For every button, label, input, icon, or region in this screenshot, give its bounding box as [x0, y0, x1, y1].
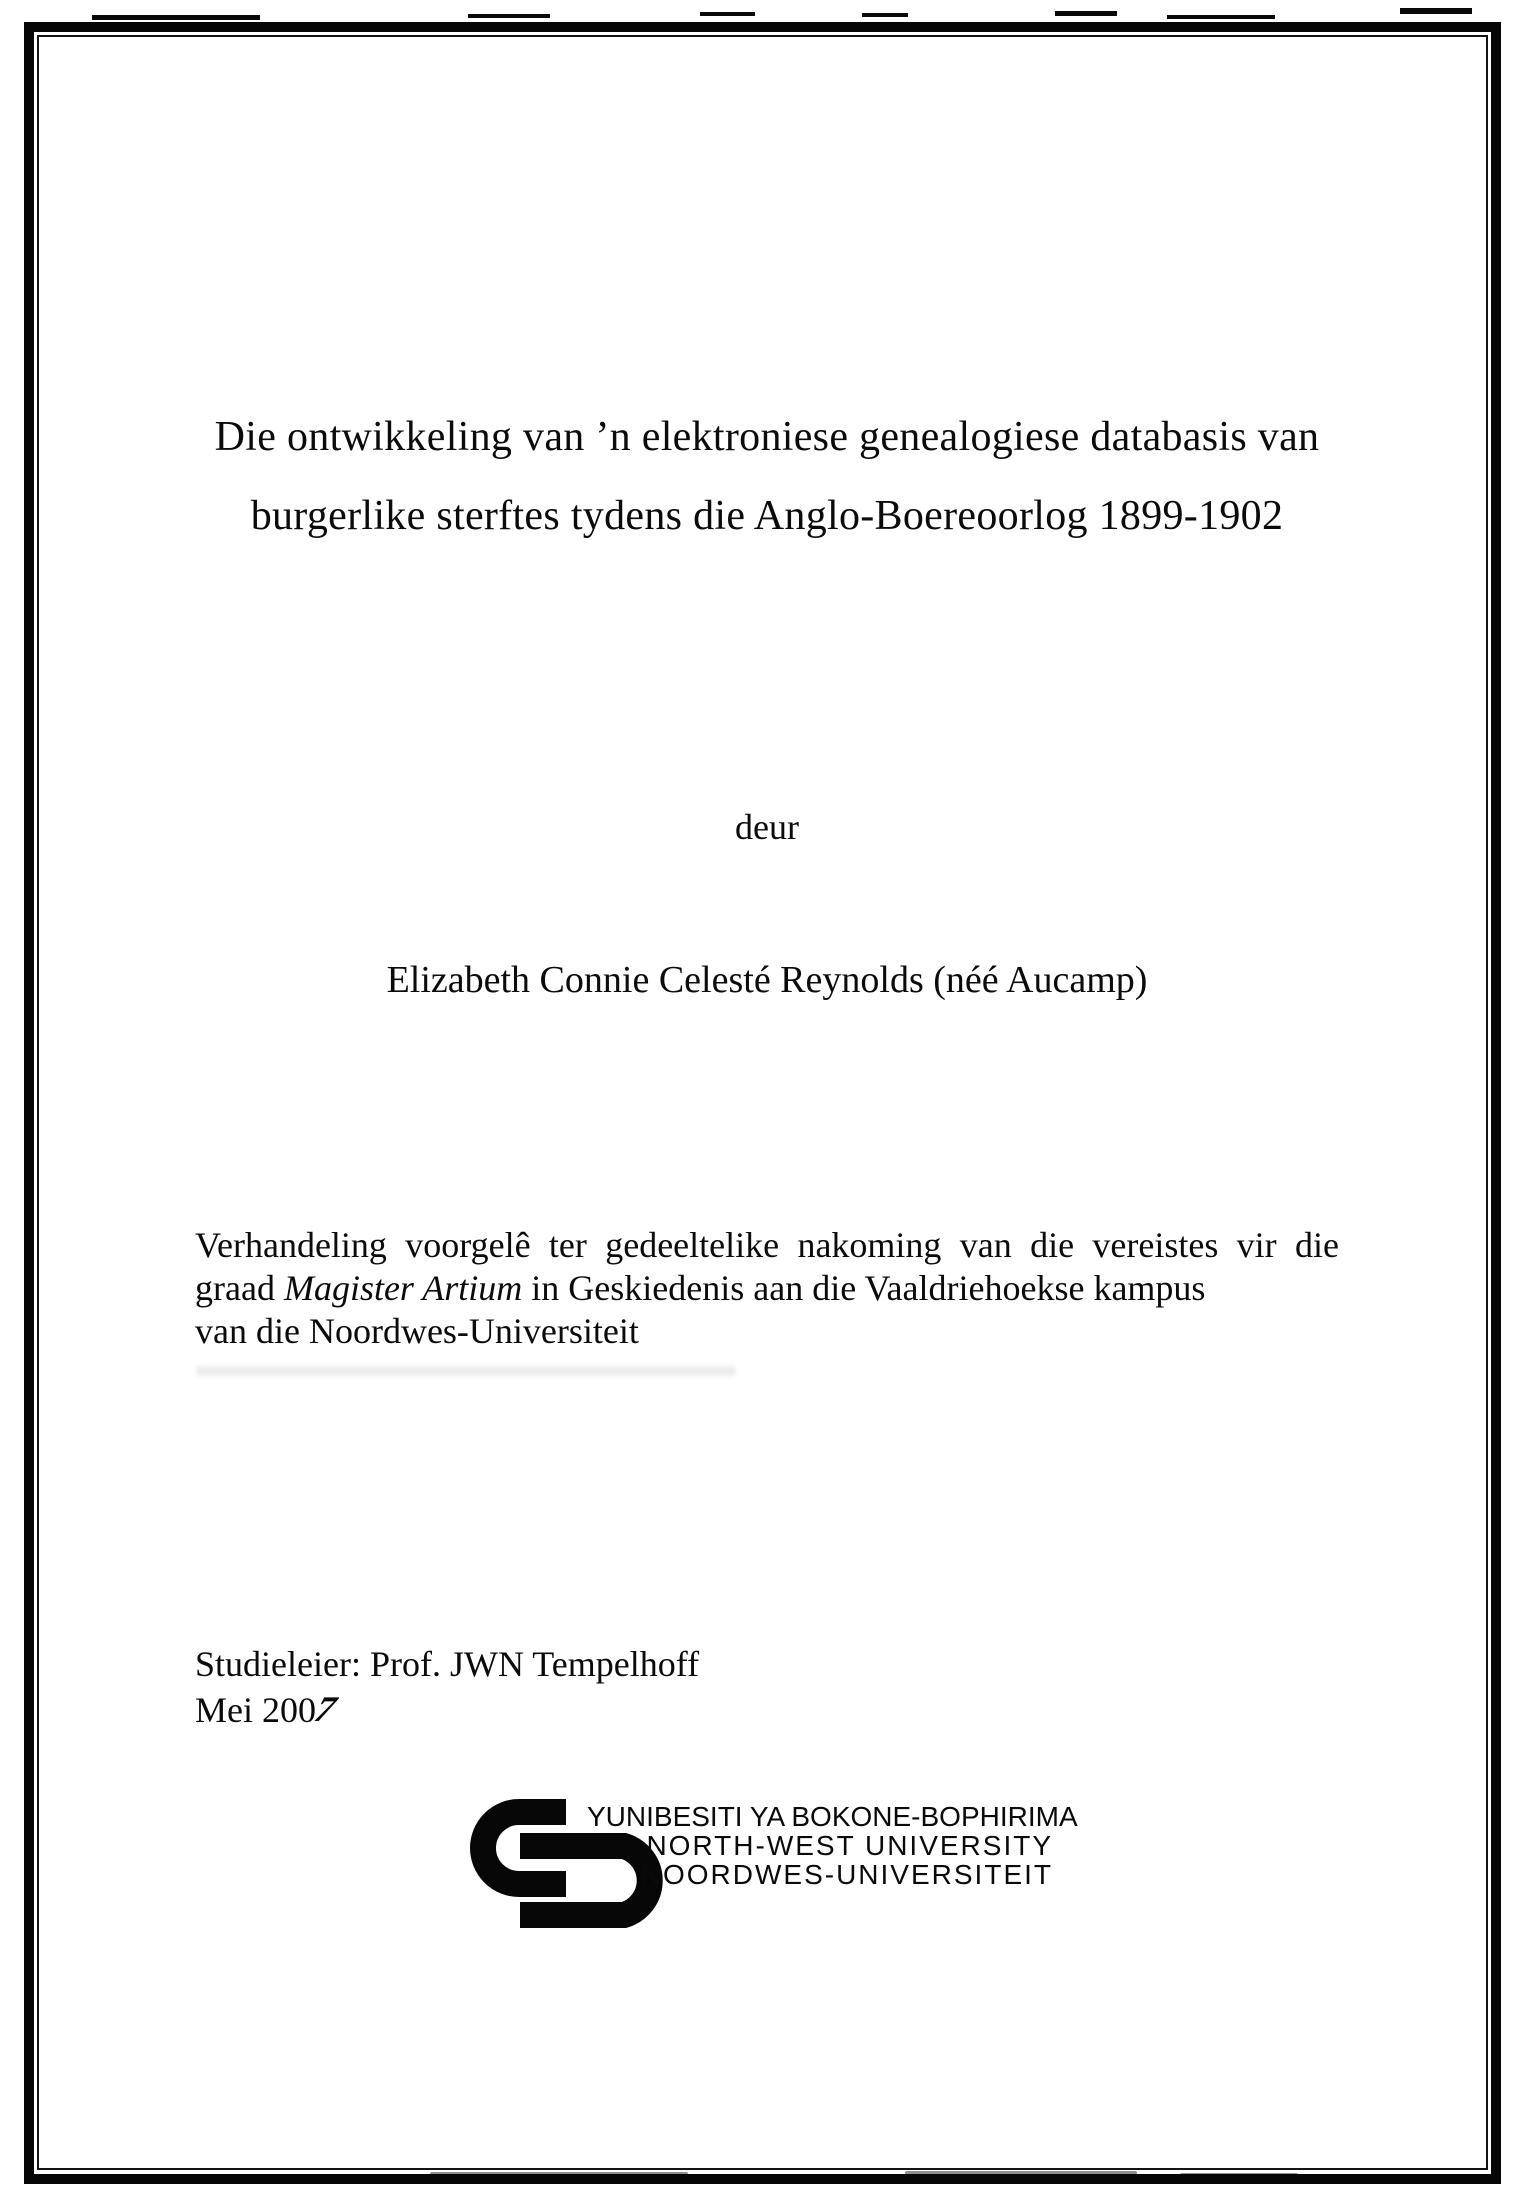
byline-deur: deur	[735, 807, 799, 847]
date-line	[195, 1687, 1339, 1733]
bleedthrough-artifact	[196, 1366, 736, 1376]
declaration-paragraph	[195, 1224, 1339, 1353]
degree-name: Magister Artium	[283, 1268, 523, 1308]
logo-text-english: NORTH-WEST UNIVERSITY	[646, 1830, 1053, 1861]
scan-artifact	[862, 13, 908, 17]
supervisor-block	[195, 1641, 1339, 1733]
scan-artifact	[468, 14, 550, 18]
scan-artifact	[92, 15, 260, 20]
declaration-line3: van die Noordwes-Universiteit	[195, 1311, 639, 1351]
scan-artifact	[700, 12, 755, 16]
author-name: Elizabeth Connie Celesté Reynolds (néé Aucamp)	[386, 959, 1148, 1001]
university-logo-text	[587, 1801, 1078, 1890]
declaration-line2	[195, 1267, 1339, 1310]
thesis-title-line1: Die ontwikkeling van ’n elektroniese genealogiese databasis van	[214, 414, 1320, 460]
logo-text-afrikaans: NOORDWES-UNIVERSITEIT	[640, 1859, 1053, 1890]
declaration-line2-pre: graad	[195, 1268, 284, 1308]
thesis-title	[195, 398, 1339, 556]
scan-artifact	[1400, 8, 1472, 14]
thesis-title-line2: burgerlike sterftes tydens die Anglo-Boereoorlog 1899-1902	[250, 493, 1284, 539]
scan-artifact	[1055, 11, 1117, 16]
supervisor-line: Studieleier: Prof. JWN Tempelhoff	[195, 1644, 700, 1684]
logo-text-setswana: YUNIBESITI YA BOKONE-BOPHIRIMA	[587, 1801, 1078, 1832]
date-prefix: Mei 200	[195, 1690, 316, 1730]
scan-artifact	[1167, 15, 1275, 19]
declaration-line1: Verhandeling voorgelê ter gedeeltelike nakoming van die vereistes vir die	[195, 1225, 1339, 1265]
date-last-digit: 7	[306, 1689, 345, 1729]
declaration-line2-post: in Geskiedenis aan die Vaaldriehoekse kampus	[522, 1268, 1206, 1308]
